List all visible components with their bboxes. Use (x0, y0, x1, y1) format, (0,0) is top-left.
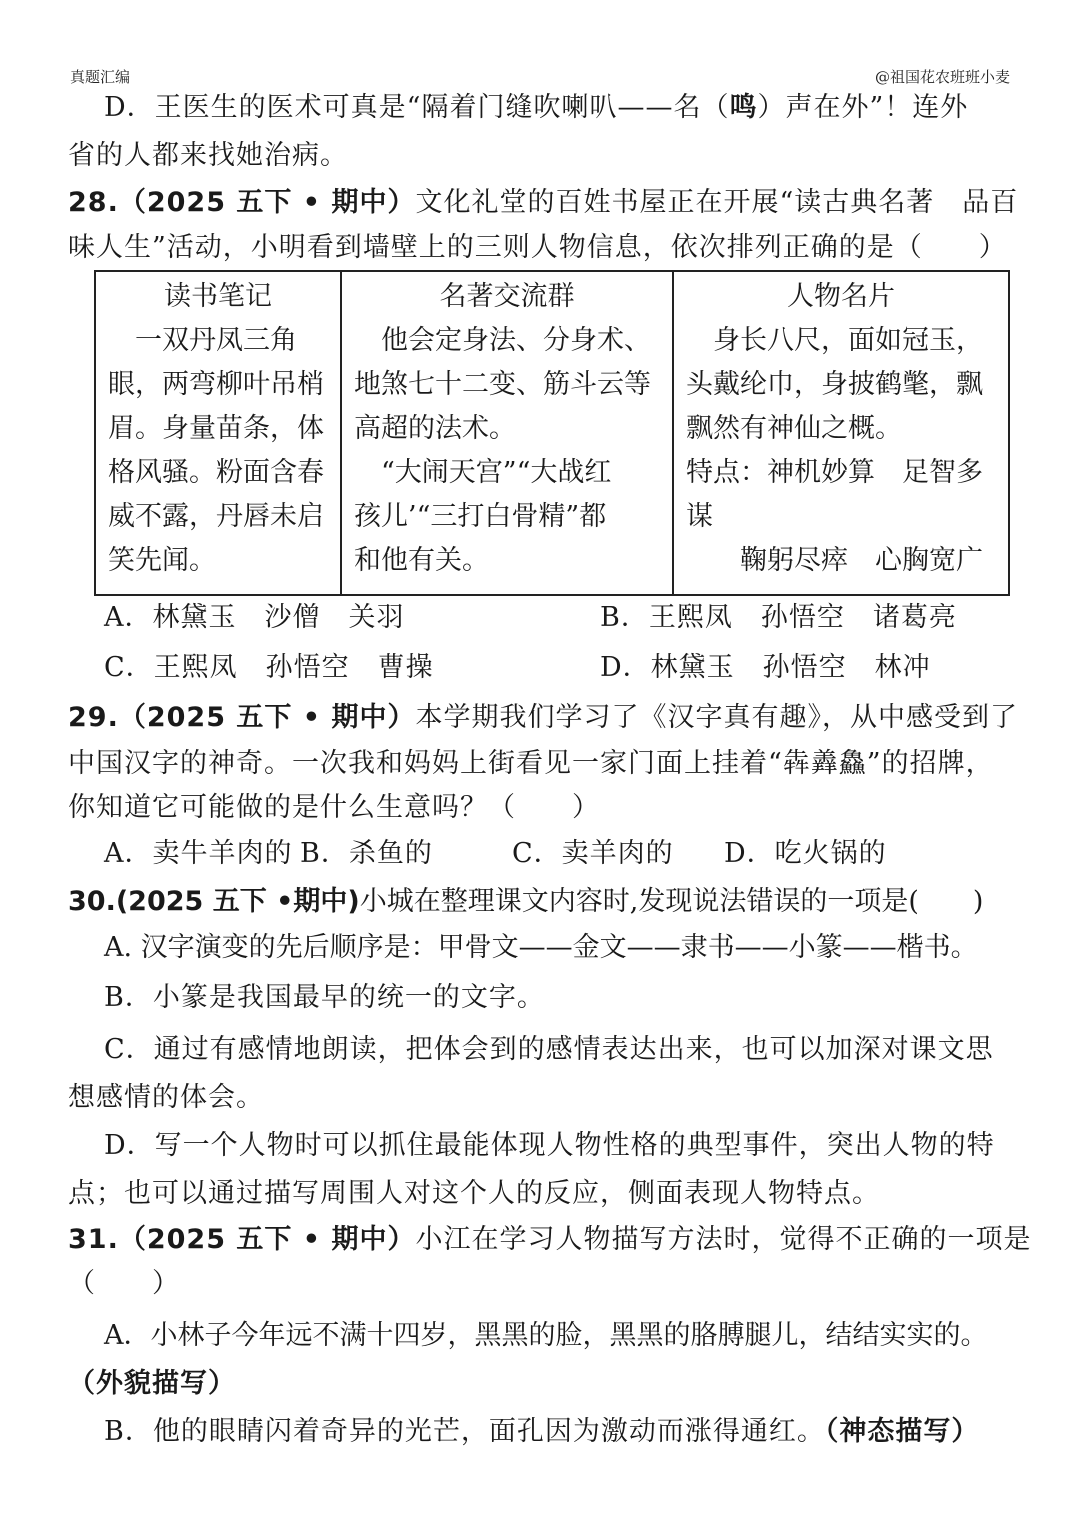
q29-option-d: D．吃火锅的 (724, 838, 887, 869)
q29-stem-line3: 你知道它可能做的是什么生意吗？（ ） (68, 792, 600, 823)
table-header-character-card: 人物名片 (787, 281, 895, 312)
table-header-book-group: 名著交流群 (439, 281, 575, 312)
table-col-book-group (341, 271, 673, 595)
q28-stem-line1: 28.（2025 五下 • 期中）文化礼堂的百姓书屋正在开展“读古典名著 品百 (68, 187, 1019, 218)
q31-stem-line2: （ ） (68, 1268, 180, 1299)
q28-tag: （2025 五下 • 期中） (118, 187, 416, 218)
q29-option-c: C．卖羊肉的 (512, 838, 674, 869)
q30-option-c-line1: C．通过有感情地朗读，把体会到的感情表达出来，也可以加深对课文思 (104, 1034, 994, 1065)
q30-number: 30. (68, 886, 116, 917)
q29-tag: （2025 五下 • 期中） (118, 702, 416, 733)
q28-option-c: C．王熙凤 孙悟空 曹操 (104, 652, 434, 683)
q28-number: 28. (68, 187, 119, 218)
q31-option-b-note: （神态描写） (824, 1416, 980, 1447)
table-cell-character-card: 身长八尺，面如冠玉， 头戴纶巾，身披鹤氅，飘 飘然有神仙之概。 特点：神机妙算 足智多 谋 鞠躬尽瘁 心胸宽广 (686, 325, 983, 576)
q30-option-c-line2: 想感情的体会。 (68, 1082, 264, 1113)
q31-option-a-note: （外貌描写） (68, 1368, 236, 1399)
q28-option-b: B．王熙凤 孙悟空 诸葛亮 (600, 602, 957, 633)
q29-option-a: A．卖牛羊肉的 (104, 838, 293, 869)
q28-option-a: A．林黛玉 沙僧 关羽 (104, 602, 405, 633)
q29-stem-line2: 中国汉字的神奇。一次我和妈妈上街看见一家门面上挂着“犇羴鱻”的招牌， (68, 748, 994, 779)
q28-option-d: D．林黛玉 孙悟空 林冲 (600, 652, 931, 683)
table-cell-reading-notes: 一双丹凤三角 眼，两弯柳叶吊梢 眉。身量苗条，体 格风骚。粉面含春 威不露，丹唇未启 笑先闻。 (108, 325, 324, 576)
q31-tag: （2025 五下 • 期中） (118, 1224, 416, 1255)
table-col-character-card (673, 271, 1009, 595)
table-cell-book-group: 他会定身法、分身术、 地煞七十二变、筋斗云等 高超的法术。 “大闹天宫”“大战红 孩儿’“三打白骨精”都 和他有关。 (354, 325, 651, 576)
q30-option-a: A. 汉字演变的先后顺序是：甲骨文——金文——隶书——小篆——楷书。 (104, 932, 978, 963)
q30-stem: 30.(2025 五下 •期中)小城在整理课文内容时,发现说法错误的一项是( ) (68, 886, 984, 917)
q31-option-a-line1: A．小林子今年远不满十四岁，黑黑的脸，黑黑的胳膊腿儿，结结实实的。 (104, 1320, 988, 1351)
header-left: 真题汇编 (70, 68, 131, 86)
q27-bold-char: 鸣 (729, 92, 758, 123)
q29-option-b: B．杀鱼的 (300, 838, 433, 869)
table-col-reading-notes (95, 271, 341, 595)
table-header-reading-notes: 读书笔记 (164, 281, 272, 312)
q31-stem-line1: 31.（2025 五下 • 期中）小江在学习人物描写方法时，觉得不正确的一项是 (68, 1224, 1032, 1255)
q30-option-d-line2: 点；也可以通过描写周围人对这个人的反应，侧面表现人物特点。 (68, 1178, 880, 1209)
q27-option-d-line2: 省的人都来找她治病。 (68, 140, 348, 171)
q30-option-b: B．小篆是我国最早的统一的文字。 (104, 982, 545, 1013)
q28-character-table (94, 270, 1010, 596)
q27-option-d-line1: D．王医生的医术可真是“隔着门缝吹喇叭——名（鸣）声在外”！连外 (104, 92, 969, 123)
q30-tag: (2025 五下 •期中) (115, 886, 360, 917)
q29-number: 29. (68, 702, 119, 733)
q28-stem-line2: 味人生”活动，小明看到墙壁上的三则人物信息，依次排列正确的是（ ） (68, 232, 1007, 263)
header-right: @祖国花农班班小麦 (874, 68, 1010, 86)
q31-number: 31. (68, 1224, 119, 1255)
q30-option-d-line1: D．写一个人物时可以抓住最能体现人物性格的典型事件，突出人物的特 (104, 1130, 995, 1161)
q31-option-b: B．他的眼睛闪着奇异的光芒，面孔因为激动而涨得通红。（神态描写） (104, 1416, 980, 1447)
q29-stem-line1: 29.（2025 五下 • 期中）本学期我们学习了《汉字真有趣》，从中感受到了 (68, 702, 1018, 733)
